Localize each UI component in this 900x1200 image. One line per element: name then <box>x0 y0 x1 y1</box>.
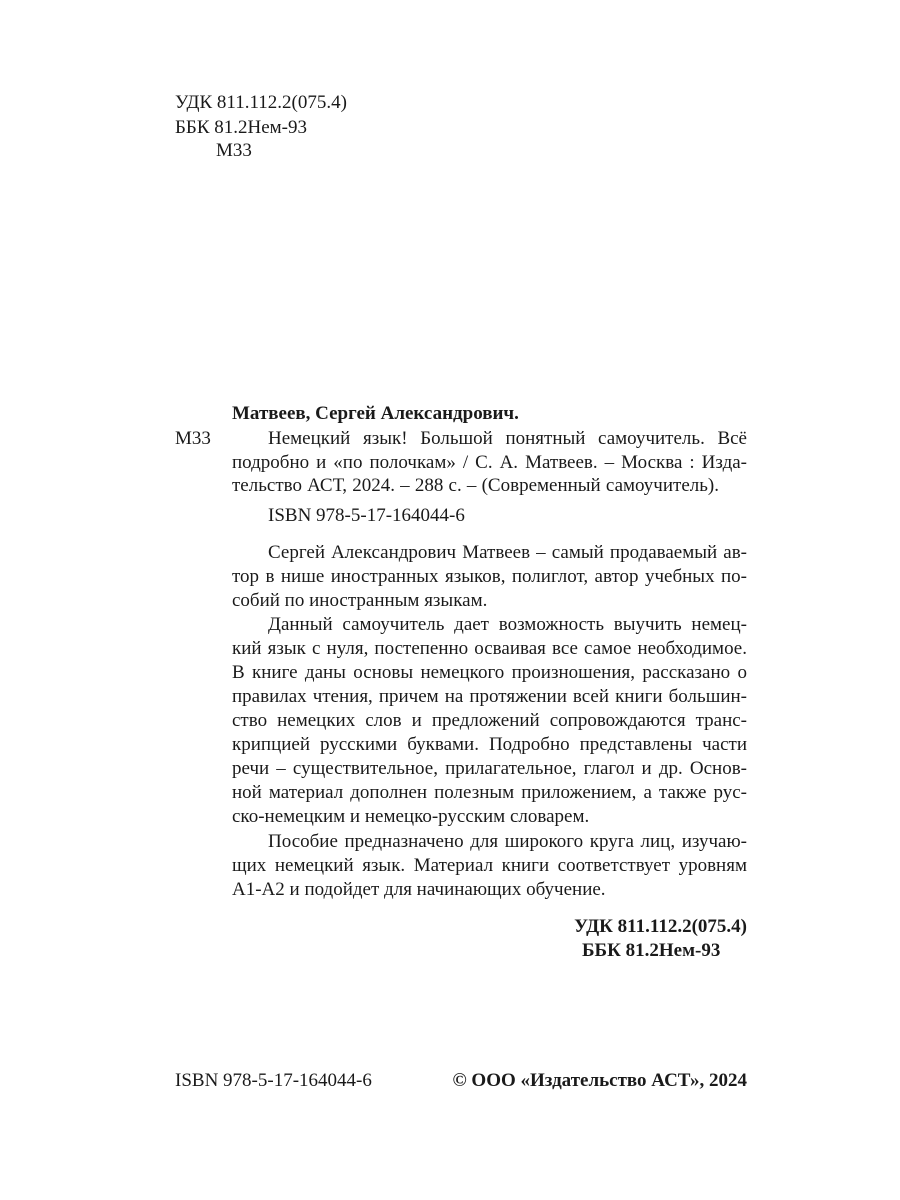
footer-copyright: © ООО «Издательство АСТ», 2024 <box>452 1070 747 1091</box>
annotation-line: кий язык с нуля, постепенно осваивая все самое необходимое. <box>232 638 747 659</box>
annotation-line: ство немецких слов и предложений сопровождаются транс- <box>232 710 747 731</box>
annotation-line: речи – существительное, прилагательное, глагол и др. Основ- <box>232 758 747 779</box>
author-heading: Матвеев, Сергей Александрович. <box>232 403 519 424</box>
record-author-mark: М33 <box>175 428 211 449</box>
annotation-line: Пособие предназначено для широкого круга лиц, изучаю- <box>268 831 747 852</box>
annotation-line: собий по иностранным языкам. <box>232 590 488 611</box>
annotation-line: ной материал дополнен полезным приложением, а также рус- <box>232 782 747 803</box>
header-bbk: ББК 81.2Нем-93 <box>175 117 307 138</box>
classification-udk: УДК 811.112.2(075.4) <box>574 916 747 937</box>
annotation-line: тор в нише иностранных языков, полиглот, автор учебных по- <box>232 566 747 587</box>
description-line: тельство АСТ, 2024. – 288 с. – (Современный самоучитель). <box>232 475 719 496</box>
classification-bbk: ББК 81.2Нем-93 <box>582 940 721 961</box>
annotation-line: правилах чтения, причем на протяжении всей книги большин- <box>232 686 747 707</box>
header-author-mark: М33 <box>216 140 252 161</box>
annotation-line: Сергей Александрович Матвеев – самый продаваемый ав- <box>268 542 747 563</box>
annotation-line: щих немецкий язык. Материал книги соответствует уровням <box>232 855 747 876</box>
header-udk: УДК 811.112.2(075.4) <box>175 92 347 113</box>
annotation-line: Данный самоучитель дает возможность выучить немец- <box>268 614 747 635</box>
annotation-line: крипцией русскими буквами. Подробно представлены части <box>232 734 747 755</box>
description-line: подробно и «по полочкам» / С. А. Матвеев. – Москва : Изда- <box>232 452 747 473</box>
record-isbn: ISBN 978-5-17-164044-6 <box>268 505 465 526</box>
description-line: Немецкий язык! Большой понятный самоучитель. Всё <box>268 428 747 449</box>
annotation-line: А1-А2 и подойдет для начинающих обучение. <box>232 879 606 900</box>
annotation-line: ско-немецким и немецко-русским словарем. <box>232 806 590 827</box>
annotation-line: В книге даны основы немецкого произношения, рассказано о <box>232 662 747 683</box>
footer-isbn: ISBN 978-5-17-164044-6 <box>175 1070 372 1091</box>
